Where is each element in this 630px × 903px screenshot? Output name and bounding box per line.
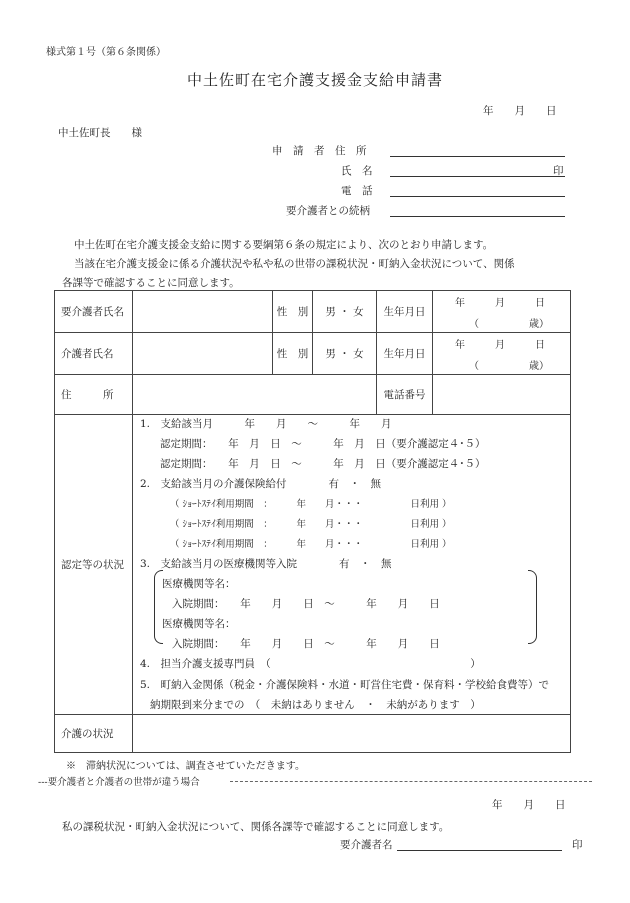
status-line-9: 医療機関等名： <box>162 578 236 590</box>
status-line-1: 1. 支給該当月 年 月 ～ 年 月 <box>140 418 392 430</box>
status-line-11: 医療機関等名： <box>162 618 236 630</box>
relation-field[interactable] <box>390 216 565 217</box>
right-bracket <box>528 570 537 644</box>
birth-age-1: （ 歳） <box>469 318 549 330</box>
body-paragraph-2a: 当該在宅介護支援金に係る介護状況や私や私の世帯の課税状況・町納入金状況について、関係 <box>74 258 515 270</box>
status-line-2: 認定期間： 年 月 日 ～ 年 月 日（要介護認定４･５） <box>160 438 486 450</box>
status-line-14: 5. 町納入金関係（税金・介護保険料・水道・町営住宅費・保育料・学校給食費等）で <box>140 679 550 691</box>
body-paragraph-2b: 各課等で確認することに同意します。 <box>62 277 240 289</box>
gender-label-2: 性 別 <box>273 333 313 375</box>
status-line-8: 3. 支給該当月の医療機関等入院 有 ・ 無 <box>140 558 392 570</box>
status-label: 認定等の状況 <box>55 415 133 715</box>
form-number: 様式第１号（第６条関係） <box>46 47 166 58</box>
birth-age-2: （ 歳） <box>469 360 549 372</box>
status-line-13: 4. 担当介護支援専門員 （ ） <box>140 658 481 670</box>
body-paragraph-1: 中土佐町在宅介護支援金支給に関する要綱第６条の規定により、次のとおり申請します。 <box>74 239 494 251</box>
status-line-7: （ ｼｮｰﾄｽﾃｲ利用期間 ： 年 月・・・ 日利用 ） <box>170 539 452 550</box>
caregiver-label: 介護者氏名 <box>55 333 133 375</box>
care-recipient-sign-label: 要介護者名 <box>340 839 393 851</box>
phone-label: 電話番号 <box>377 375 433 415</box>
status-line-5: （ ｼｮｰﾄｽﾃｲ利用期間 ： 年 月・・・ 日利用 ） <box>170 499 452 510</box>
birth-field-1[interactable] <box>433 291 571 333</box>
status-line-4: 2. 支給該当月の介護保険給付 有 ・ 無 <box>140 478 382 490</box>
birth-ymd-1: 年 月 日 <box>455 297 545 309</box>
applicant-phone-field[interactable] <box>390 196 565 197</box>
gender-choice-2[interactable]: 男 ・ 女 <box>313 333 377 375</box>
seal-bottom: 印 <box>572 839 583 851</box>
status-line-12: 入院期間： 年 月 日 ～ 年 月 日 <box>172 638 440 650</box>
care-status-field[interactable] <box>133 715 571 753</box>
applicant-address-label: 申 請 者 住 所 <box>272 145 367 157</box>
care-recipient-name-field[interactable] <box>133 291 273 333</box>
applicant-name-field[interactable] <box>390 176 565 177</box>
birth-label-2: 生年月日 <box>377 333 433 375</box>
separator-label: ---要介護者と介護者の世帯が違う場合 <box>38 774 202 788</box>
birth-field-2[interactable] <box>433 333 571 375</box>
note: ※ 滞納状況については、調査させていただきます。 <box>66 761 305 772</box>
applicant-address-field[interactable] <box>390 156 565 157</box>
page-title: 中土佐町在宅介護支援金支給申請書 <box>186 71 443 89</box>
applicant-seal: 印 <box>553 165 564 177</box>
birth-ymd-2: 年 月 日 <box>455 339 545 351</box>
address-field[interactable] <box>133 375 377 415</box>
date-top: 年 月 日 <box>483 105 557 117</box>
care-recipient-label: 要介護者氏名 <box>55 291 133 333</box>
care-recipient-sign-field[interactable] <box>397 850 562 851</box>
birth-label-1: 生年月日 <box>377 291 433 333</box>
gender-label-1: 性 別 <box>273 291 313 333</box>
date-bottom: 年 月 日 <box>492 799 566 811</box>
address-label: 住 所 <box>55 375 133 415</box>
separator-line <box>230 781 592 782</box>
caregiver-name-field[interactable] <box>133 333 273 375</box>
gender-choice-1[interactable]: 男 ・ 女 <box>313 291 377 333</box>
status-line-6: （ ｼｮｰﾄｽﾃｲ利用期間 ： 年 月・・・ 日利用 ） <box>170 519 452 530</box>
status-line-3: 認定期間： 年 月 日 ～ 年 月 日（要介護認定４･５） <box>160 458 486 470</box>
relation-label: 要介護者との続柄 <box>286 205 370 217</box>
status-line-15: 納期限到来分までの （ 未納はありません ・ 未納があります ） <box>150 699 481 711</box>
phone-field[interactable] <box>433 375 571 415</box>
care-status-label: 介護の状況 <box>55 715 133 753</box>
addressee: 中土佐町長 様 <box>58 127 142 139</box>
applicant-phone-label: 電 話 <box>341 185 373 197</box>
applicant-name-label: 氏 名 <box>341 165 373 177</box>
consent-bottom: 私の課税状況・町納入金状況について、関係各課等で確認することに同意します。 <box>62 821 450 833</box>
status-line-10: 入院期間： 年 月 日 ～ 年 月 日 <box>172 598 440 610</box>
